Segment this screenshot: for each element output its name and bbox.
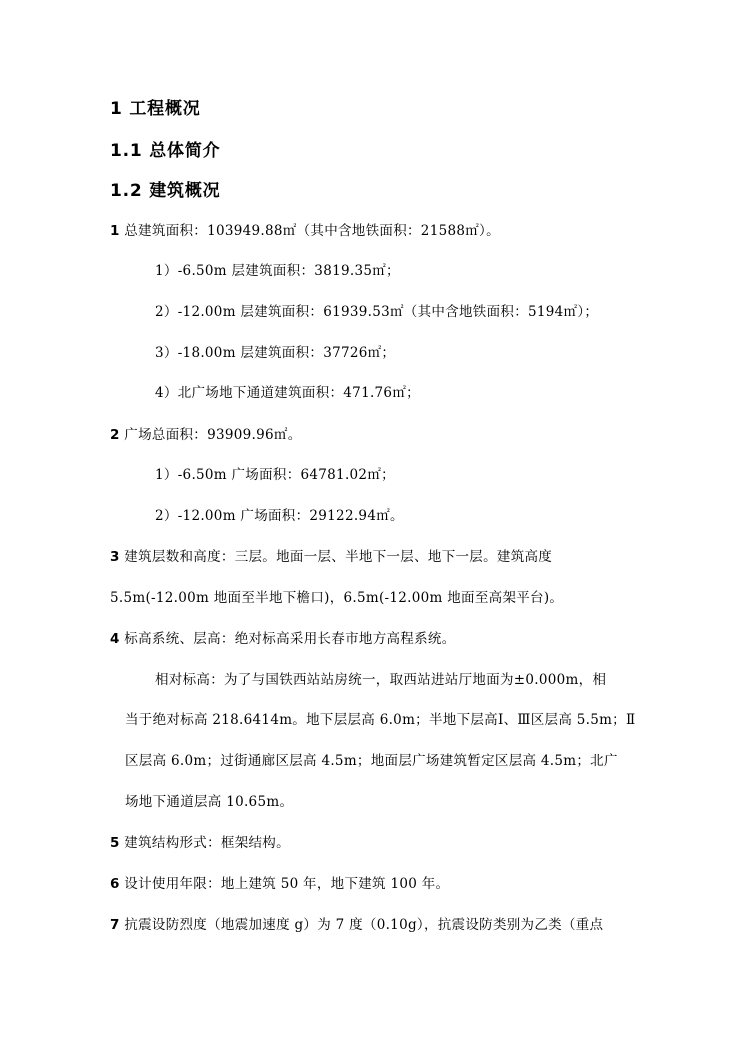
- item-seismic: [110, 916, 603, 934]
- heading-general-intro: 1.1 总体简介: [110, 141, 221, 161]
- sub-item: 1）-6.50m 广场面积：64781.02㎡；: [155, 467, 395, 483]
- item-text: 设计使用年限：地上建筑 50 年，地下建筑 100 年。: [124, 876, 450, 892]
- item-text: 标高系统、层高：绝对标高采用长春市地方高程系统。: [124, 631, 456, 647]
- item-design-life: [110, 875, 449, 893]
- paragraph-line: 当于绝对标高 218.6414m。地下层层高 6.0m；半地下层高Ⅰ、Ⅲ区层高 5.5m；Ⅱ: [125, 712, 636, 728]
- item-total-area: [110, 222, 500, 240]
- item-text: 建筑层数和高度：三层。地面一层、半地下一层、地下一层。建筑高度: [124, 549, 553, 565]
- sub-item: 4）北广场地下通道建筑面积：471.76㎡；: [155, 385, 420, 401]
- item-number: 3: [110, 549, 120, 565]
- item-number: 1: [110, 223, 120, 239]
- item-number: 2: [110, 427, 120, 443]
- sub-item: 2）-12.00m 层建筑面积：61939.53㎡（其中含地铁面积：5194㎡）；: [155, 304, 599, 320]
- item-text: 抗震设防烈度（地震加速度 g）为 7 度（0.10g），抗震设防类别为乙类（重点: [124, 917, 604, 933]
- item-elevation-system: [110, 630, 456, 648]
- item-plaza-area: [110, 426, 302, 444]
- item-number: 4: [110, 631, 120, 647]
- heading-building-overview: 1.2 建筑概况: [110, 181, 221, 201]
- item-structure-type: [110, 834, 290, 852]
- item-number: 7: [110, 917, 120, 933]
- paragraph-line: 区层高 6.0m；过街通廊区层高 4.5m；地面层广场建筑暂定区层高 4.5m；北广: [125, 753, 618, 769]
- paragraph-line: 相对标高：为了与国铁西站站房统一，取西站进站厅地面为±0.000m，相: [155, 672, 607, 688]
- item-text: 总建筑面积：103949.88㎡（其中含地铁面积：21588㎡）。: [124, 223, 500, 239]
- heading-project-overview: 1 工程概况: [110, 99, 201, 119]
- sub-item: 2）-12.00m 广场面积：29122.94㎡。: [155, 508, 404, 524]
- item-number: 6: [110, 876, 120, 892]
- item-floors-height: [110, 548, 552, 566]
- item-text: 广场总面积：93909.96㎡。: [124, 427, 302, 443]
- paragraph-line: 场地下通道层高 10.65m。: [125, 794, 294, 810]
- sub-item: 1）-6.50m 层建筑面积：3819.35㎡；: [155, 263, 400, 279]
- item-number: 5: [110, 835, 120, 851]
- item-text: 建筑结构形式：框架结构。: [124, 835, 290, 851]
- item-continuation: 5.5m(-12.00m 地面至半地下檐口)，6.5m(-12.00m 地面至高架平台)。: [110, 590, 564, 606]
- sub-item: 3）-18.00m 层建筑面积：37726㎡；: [155, 345, 396, 361]
